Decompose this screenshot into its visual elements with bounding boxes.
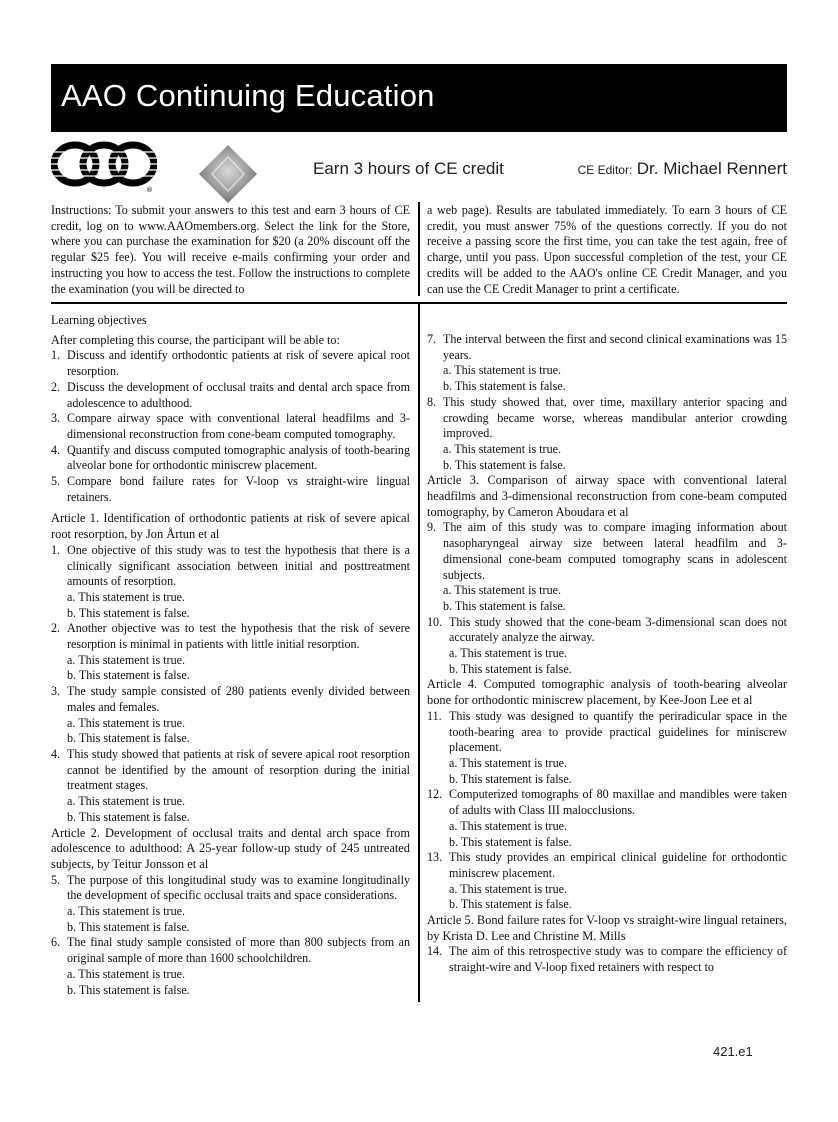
question-7: 7. The interval between the first and second clinical examinations was 15 years.: [427, 332, 787, 362]
answer-option-b[interactable]: b. This statement is false.: [449, 897, 572, 912]
instructions-right: a web page). Results are tabulated immediately. To earn 3 hours of CE credit, you must answer 75% of the questions correctly. If you do not receive a passing score the first time, you can take the test again, free of charge, until you pass. Upon successful completion of the test, your CE credits will be added to the AAO's online CE Credit Manager, and you can use the CE Credit Manager to print a certificate.: [427, 203, 787, 296]
answer-option-b[interactable]: b. This statement is false.: [67, 668, 190, 683]
objectives-heading: Learning objectives: [51, 313, 147, 327]
page-number: 421.e1: [713, 1044, 753, 1059]
question-13: 13. This study provides an empirical clinical guideline for orthodontic miniscrew placement.: [427, 850, 787, 880]
answer-option-a[interactable]: a. This statement is true.: [443, 583, 562, 598]
answer-option-a[interactable]: a. This statement is true.: [67, 715, 186, 730]
answer-option-b[interactable]: b. This statement is false.: [67, 605, 190, 620]
answer-option-b[interactable]: b. This statement is false.: [67, 731, 190, 746]
page-title: AAO Continuing Education: [61, 78, 435, 113]
diamond-emblem: [197, 143, 259, 205]
editor-label: CE Editor:: [577, 163, 633, 177]
answer-option-a[interactable]: a. This statement is true.: [449, 881, 568, 896]
question-9: 9. The aim of this study was to compare imaging information about nasopharyngeal airway size between lateral headfilm and 3-dimensional cone-beam computed tomography scans in adolescent subjects.: [427, 520, 787, 582]
question-12: 12. Computerized tomographs of 80 maxillae and mandibles were taken of adults with Class III malocclusions.: [427, 787, 787, 818]
answer-option-b[interactable]: b. This statement is false.: [449, 834, 572, 849]
objective-item: 3. Compare airway space with conventional lateral headfilms and 3-dimensional reconstruction from cone-beam computed tomography.: [51, 411, 410, 441]
article-3-heading: Article 3. Comparison of airway space with conventional lateral headfilms and 3-dimensional reconstruction from cone-beam computed tomography, by Cameron Aboudara et al: [427, 473, 787, 519]
svg-text:®: ®: [146, 186, 153, 194]
objective-item: 5. Compare bond failure rates for V-loop vs straight-wire lingual retainers.: [51, 474, 410, 504]
answer-option-b[interactable]: b. This statement is false.: [443, 598, 566, 613]
right-column: [427, 332, 787, 976]
answer-option-a[interactable]: a. This statement is true.: [443, 363, 562, 378]
answer-option-b[interactable]: b. This statement is false.: [449, 771, 572, 786]
question-3: 3. The study sample consisted of 280 patients evenly divided between males and females.: [51, 684, 410, 714]
question-1: 1. One objective of this study was to test the hypothesis that there is a clinically significant association between initial and posttreatment amounts of resorption.: [51, 542, 410, 589]
answer-option-a[interactable]: a. This statement is true.: [67, 966, 186, 981]
left-column: [51, 313, 410, 998]
question-8: 8. This study showed that, over time, maxillary anterior spacing and crowding became worse, whereas mandibular anterior crowding improved.: [427, 394, 787, 441]
answer-option-a[interactable]: a. This statement is true.: [443, 441, 562, 456]
editor-name: Dr. Michael Rennert: [636, 159, 787, 178]
answer-option-b[interactable]: b. This statement is false.: [67, 809, 190, 824]
answer-option-b[interactable]: b. This statement is false.: [443, 379, 566, 394]
objectives-intro: After completing this course, the participant will be able to:: [51, 332, 340, 347]
answer-option-a[interactable]: a. This statement is true.: [67, 652, 186, 667]
article-4-heading: Article 4. Computed tomographic analysis of tooth-bearing alveolar bone for orthodontic miniscrew placement, by Kee-Joon Lee et al: [427, 677, 787, 708]
question-5: 5. The purpose of this longitudinal study was to examine longitudinally the development of specific occlusal traits and space considerations.: [51, 872, 410, 903]
objective-item: 2. Discuss the development of occlusal traits and dental arch space from adolescence to adulthood.: [51, 379, 410, 410]
answer-option-b[interactable]: b. This statement is false.: [67, 982, 190, 997]
objective-item: 4. Quantify and discuss computed tomographic analysis of tooth-bearing alveolar bone for orthodontic miniscrew placement.: [51, 442, 410, 473]
answer-option-a[interactable]: a. This statement is true.: [449, 818, 568, 833]
article-5-heading: Article 5. Bond failure rates for V-loop vs straight-wire lingual retainers, by Krista D. Lee and Christine M. Mills: [427, 913, 787, 943]
answer-option-a[interactable]: a. This statement is true.: [67, 904, 186, 919]
ce-credit-hours: Earn 3 hours of CE credit: [313, 159, 504, 178]
article-1-heading: Article 1. Identification of orthodontic patients at risk of severe apical root resorption, by Jon Årtun et al: [51, 511, 410, 542]
instructions-left: Instructions: To submit your answers to this test and earn 3 hours of CE credit, log on to www.AAOmembers.org. Select the link for the Store, where you can purchase the examination for $20 (a 20% discount off the regular $25 fee). You will receive e-mails confirming your order and instructing you how to access the test. Follow the instructions to complete the examination (you will be directed to: [51, 203, 410, 296]
answer-option-b[interactable]: b. This statement is false.: [67, 919, 190, 934]
header-banner: [51, 64, 787, 132]
objective-item: 1. Discuss and identify orthodontic patients at risk of severe apical root resorption.: [51, 348, 410, 379]
column-divider: [418, 304, 420, 1002]
question-10: 10. This study showed that the cone-beam 3-dimensional scan does not accurately analyze the airway.: [427, 614, 787, 645]
ce-editor: [578, 159, 787, 179]
question-14: 14. The aim of this retrospective study was to compare the efficiency of straight-wire and V-loop fixed retainers with respect to: [427, 944, 787, 975]
question-6: 6. The final study sample consisted of more than 800 subjects from an original sample of more than 1600 schoolchildren.: [51, 935, 410, 966]
answer-option-a[interactable]: a. This statement is true.: [449, 646, 568, 661]
answer-option-a[interactable]: a. This statement is true.: [67, 794, 186, 809]
answer-option-b[interactable]: b. This statement is false.: [443, 457, 566, 472]
question-2: 2. Another objective was to test the hypothesis that the risk of severe resorption is minimal in patients with little initial resorption.: [51, 621, 410, 652]
article-2-heading: Article 2. Development of occlusal traits and dental arch space from adolescence to adulthood: A 25-year follow-up study of 245 untreated subjects, by Teitur Jonsson et al: [51, 825, 410, 871]
question-4: 4. This study showed that patients at risk of severe apical root resorption cannot be identified by the amount of resorption during the initial treatment stages.: [51, 746, 410, 793]
question-11: 11. This study was designed to quantify the periradicular space in the tooth-bearing area to provide practical guidelines for miniscrew placement.: [427, 708, 787, 755]
aao-logo: [51, 137, 157, 195]
answer-option-b[interactable]: b. This statement is false.: [449, 661, 572, 676]
instructions-divider: [418, 202, 420, 296]
answer-option-a[interactable]: a. This statement is true.: [449, 755, 568, 770]
answer-option-a[interactable]: a. This statement is true.: [67, 589, 186, 604]
